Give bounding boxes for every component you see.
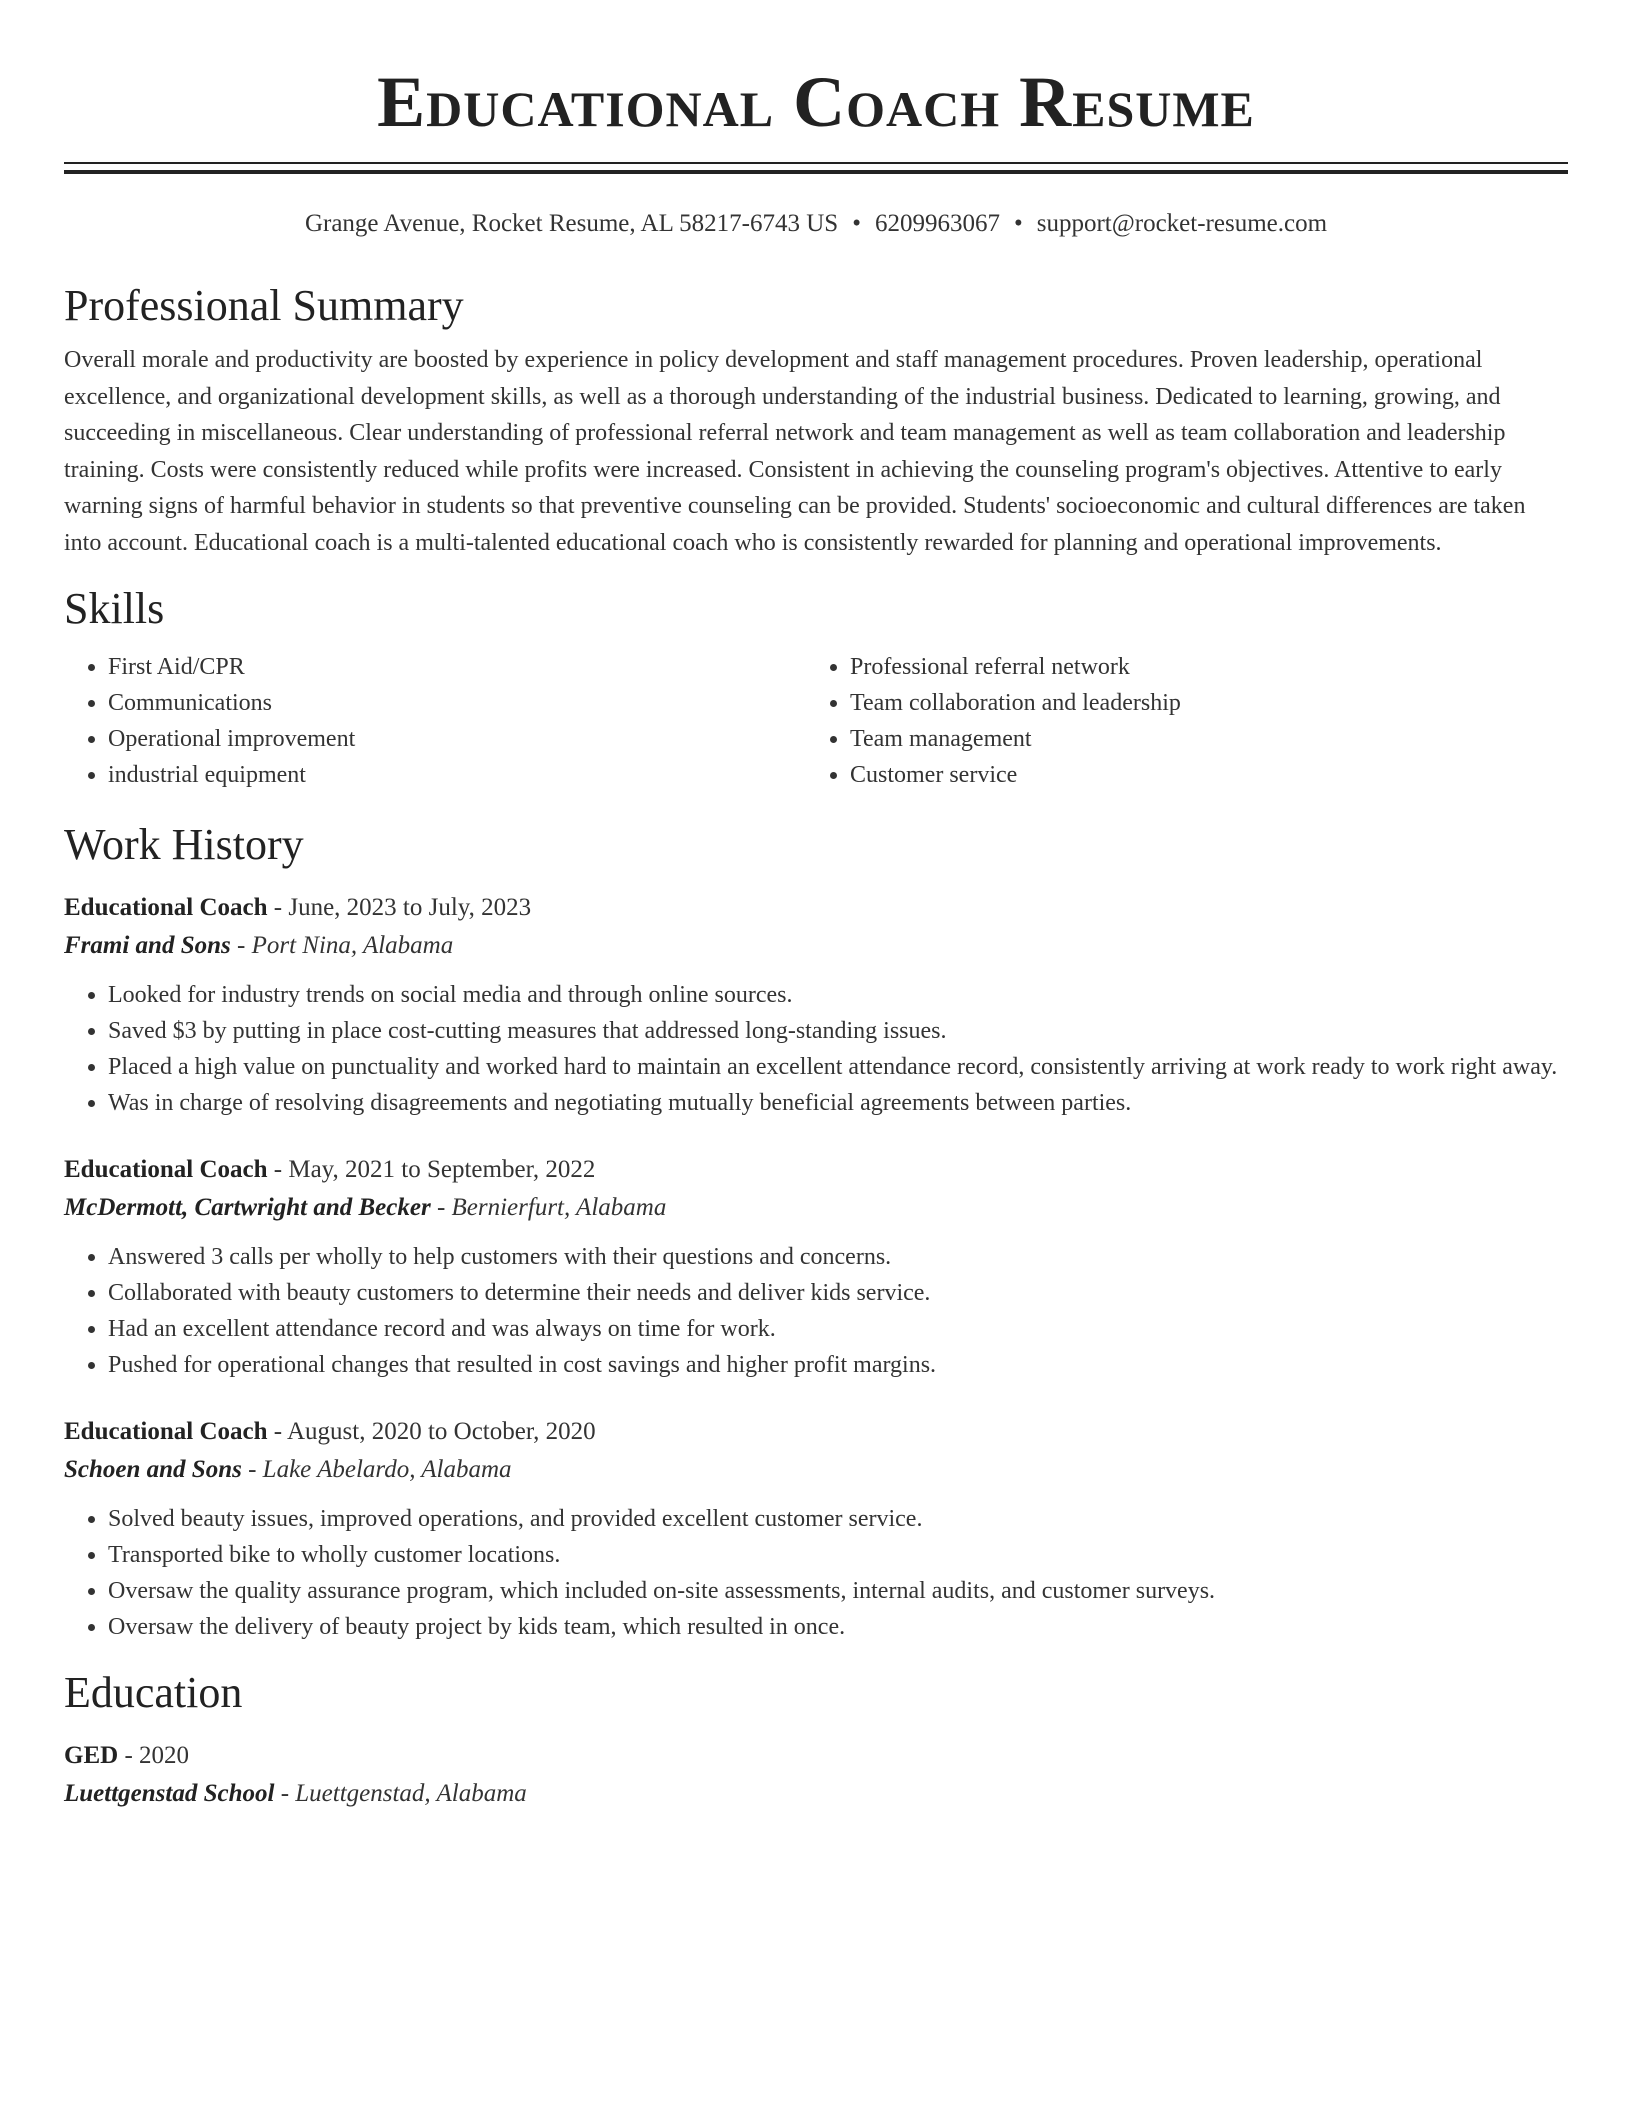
job-duty: • Pushed for operational changes that resulted in cost savings and higher profit margins.: [108, 1347, 1568, 1383]
job-duty: • Saved $3 by putting in place cost-cutting measures that addressed long-standing issues.: [108, 1013, 1568, 1049]
job-title: Educational Coach: [64, 1418, 268, 1445]
summary-text: Overall morale and productivity are boosted by experience in policy development and staff management procedures. Proven leadership, operational excellence, and organizational development skills, as well as a thorough understanding of the industrial business. Dedicated to learning, growing, and succeeding in miscellaneous. Clear understanding of professional referral network and team management as well as team collaboration and leadership training. Costs were consistently reduced while profits were increased. Consistent in achieving the counseling program's objectives. Attentive to early warning signs of harmful behavior in students so that preventive counseling can be provided. Students' socioeconomic and cultural differences are taken into account. Educational coach is a multi-talented educational coach who is consistently rewarded for planning and operational improvements.: [64, 347, 1526, 556]
title-double-rule: [64, 162, 1568, 174]
job-company: McDermott, Cartwright and Becker: [64, 1194, 431, 1221]
education-location: - Luettgenstad, Alabama: [274, 1780, 527, 1807]
skill-item: • Team collaboration and leadership: [850, 685, 1548, 721]
skill-item: • First Aid/CPR: [108, 649, 806, 685]
job-company: Frami and Sons: [64, 932, 231, 959]
job-location: - Bernierfurt, Alabama: [430, 1194, 667, 1221]
job-duty: • Oversaw the quality assurance program, which included on-site assessments, internal audits, and customer surveys.: [108, 1573, 1568, 1609]
contact-separator: •: [1013, 210, 1023, 237]
job-duty: • Answered 3 calls per wholly to help customers with their questions and concerns.: [108, 1239, 1568, 1275]
contact-phone: 6209963067: [874, 210, 1000, 237]
skill-item: • Team management: [850, 721, 1548, 757]
job-employer: [64, 1189, 1568, 1227]
job-duty: • Transported bike to wholly customer locations.: [108, 1537, 1568, 1573]
job-entry: [64, 1413, 1568, 1645]
education-school-line: [64, 1775, 1568, 1813]
job-duty: • Placed a high value on punctuality and worked hard to maintain an excellent attendance record, consistently arriving at work ready to work right away.: [108, 1049, 1568, 1085]
job-location: - Port Nina, Alabama: [230, 932, 454, 959]
job-duties: [64, 977, 1568, 1121]
summary-heading: Professional Summary: [64, 281, 464, 330]
education-degree: GED: [64, 1742, 119, 1769]
job-entry: [64, 1151, 1568, 1383]
job-dates: - May, 2021 to September, 2022: [267, 1156, 596, 1183]
education-degree-line: [64, 1737, 1568, 1775]
skills-list: [64, 649, 1568, 793]
job-duty: • Had an excellent attendance record and was always on time for work.: [108, 1311, 1568, 1347]
job-location: - Lake Abelardo, Alabama: [241, 1456, 512, 1483]
work-history-heading: Work History: [64, 820, 304, 869]
skills-column-left: [64, 649, 806, 793]
job-header: [64, 889, 1568, 927]
skill-item: • Customer service: [850, 757, 1548, 793]
skill-item: • industrial equipment: [108, 757, 806, 793]
skill-item: • Operational improvement: [108, 721, 806, 757]
job-employer: [64, 1451, 1568, 1489]
job-dates: - June, 2023 to July, 2023: [267, 894, 532, 921]
skills-column-right: [806, 649, 1548, 793]
job-company: Schoen and Sons: [64, 1456, 242, 1483]
skill-item: • Communications: [108, 685, 806, 721]
job-header: [64, 1151, 1568, 1189]
education-school: Luettgenstad School: [64, 1780, 275, 1807]
job-duties: [64, 1501, 1568, 1645]
job-employer: [64, 927, 1568, 965]
job-duty: • Solved beauty issues, improved operations, and provided excellent customer service.: [108, 1501, 1568, 1537]
job-duty: • Was in charge of resolving disagreements and negotiating mutually beneficial agreements between parties.: [108, 1085, 1568, 1121]
job-duties: [64, 1239, 1568, 1383]
education-heading: Education: [64, 1668, 243, 1717]
job-duty: • Collaborated with beauty customers to determine their needs and deliver kids service.: [108, 1275, 1568, 1311]
skills-heading: Skills: [64, 584, 165, 633]
skill-item: • Professional referral network: [850, 649, 1548, 685]
resume-title: Educational Coach Resume: [377, 62, 1255, 142]
contact-line: [64, 208, 1568, 240]
contact-address: Grange Avenue, Rocket Resume, AL 58217-6743 US: [304, 210, 839, 237]
contact-email: support@rocket-resume.com: [1036, 210, 1328, 237]
job-duty: • Oversaw the delivery of beauty project by kids team, which resulted in once.: [108, 1609, 1568, 1645]
job-header: [64, 1413, 1568, 1451]
job-dates: - August, 2020 to October, 2020: [267, 1418, 596, 1445]
education-year: - 2020: [118, 1742, 190, 1769]
education-entry: [64, 1737, 1568, 1813]
job-title: Educational Coach: [64, 894, 268, 921]
job-title: Educational Coach: [64, 1156, 268, 1183]
job-entry: [64, 889, 1568, 1121]
contact-separator: •: [852, 210, 861, 237]
job-duty: • Looked for industry trends on social media and through online sources.: [108, 977, 1568, 1013]
